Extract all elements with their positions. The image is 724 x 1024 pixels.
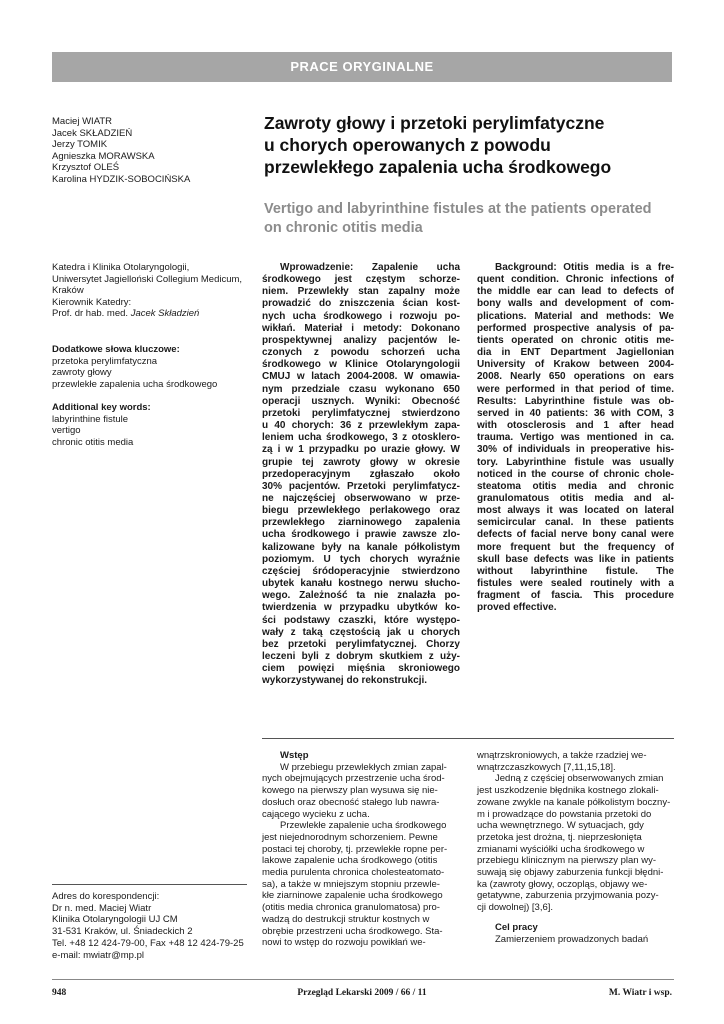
author: Krzysztof OLEŚ bbox=[52, 162, 120, 174]
abstract-line: prospektywnej analizy pacjentów le- bbox=[262, 334, 460, 346]
body-column-right bbox=[477, 750, 674, 945]
abstract-line: bez przetoki perylimfatycznej. Chorzy bbox=[262, 638, 460, 650]
abstract-line: 30% of individuals in preoperative his- bbox=[477, 444, 674, 456]
abstract-line: skull base defects was like in patients bbox=[477, 553, 674, 565]
correspondence-line: Tel. +48 12 424-79-00, Fax +48 12 424-79-25 bbox=[52, 937, 244, 949]
body-line: zmianami wyściółki ucha środkowego w bbox=[477, 843, 645, 855]
abstract-line: niem. Przewlekły stan zapalny może bbox=[262, 286, 460, 298]
running-authors: M. Wiatr i wsp. bbox=[608, 988, 672, 998]
body-line: getatywne, zaburzenia przyjmowania pozy- bbox=[477, 890, 659, 902]
abstract-line: noticed in the course of chronic chole- bbox=[477, 468, 674, 480]
abstract-line: Background: Otitis media is a fre- bbox=[495, 262, 674, 273]
abstract-line: nych ucha środkowego i rozwoju po- bbox=[262, 310, 460, 322]
abstract-line: częściej śródoperacyjnie stwierdzono bbox=[262, 565, 460, 577]
article-title bbox=[264, 112, 674, 178]
abstract-line: Results: Labyrinthine fistule was ob- bbox=[477, 395, 674, 407]
abstract-line: ucha środkowego i prawie zawsze zlo- bbox=[262, 529, 460, 541]
abstract-line: Wprowadzenie: Zapalenie ucha bbox=[280, 262, 460, 273]
abstract-line: bony walls and development of com- bbox=[477, 298, 674, 310]
abstract-line: without labyrinthine fistule. The bbox=[477, 565, 674, 577]
keyword: labyrinthine fistule bbox=[52, 413, 129, 425]
abstract-line: granulomatous otitis media and al- bbox=[477, 492, 674, 504]
article-subtitle bbox=[264, 200, 684, 238]
body-line: ucha wewnętrznego. W sytuacjach, gdy bbox=[477, 820, 644, 832]
abstract-line: zą i w 1 przypadku po urazie głowy. W bbox=[262, 444, 460, 456]
abstract-line: quent condition. Chronic infections of bbox=[477, 274, 674, 286]
abstract-line: przewlekłego ziarninowego zapalenia bbox=[262, 517, 460, 529]
footer-divider bbox=[52, 979, 674, 980]
keyword: zawroty głowy bbox=[52, 367, 112, 379]
abstract-line: środkowego jest częstym schorze- bbox=[262, 274, 460, 286]
body-line: kowego na pierwszy plan wysuwa się nie- bbox=[262, 785, 438, 797]
abstract-line: University of Krakow between 2004- bbox=[477, 359, 674, 371]
body-line: jest niejednorodnym schorzeniem. Pewne bbox=[262, 831, 438, 843]
abstract-line: tients operated on chronic otitis me- bbox=[477, 334, 674, 346]
abstract-line: prowadzić do zniszczenia ścian kost- bbox=[262, 298, 460, 310]
abstract-line: ne najczęściej obserwowano w prze- bbox=[262, 492, 460, 504]
correspondence-line: Adres do korespondencji: bbox=[52, 891, 160, 902]
abstract-line: u 40 chorych: 36 z przewlekłym zapa- bbox=[262, 420, 460, 432]
title-line: Zawroty głowy i przetoki perylimfatyczne bbox=[264, 113, 605, 133]
body-line: wnątrzskroniowych, a także rzadziej we- bbox=[477, 750, 647, 761]
abstract-line: wego. Zależność ta nie znalazła po- bbox=[262, 590, 460, 602]
body-line: przebiegu klinicznym na pierwszy plan wy- bbox=[477, 855, 656, 867]
abstract-line: biegu przewlekłego perlakowego oraz bbox=[262, 505, 460, 517]
abstract-line: 2008. Nearly 650 operations on ears bbox=[477, 371, 674, 383]
abstract-line: more frequent but the frequency of bbox=[477, 541, 674, 553]
abstract-line: CMUJ w latach 2004-2008. W omawia- bbox=[262, 371, 460, 383]
page-number: 948 bbox=[52, 988, 67, 998]
body-line: jest uszkodzenie błędnika kostnego zlokali- bbox=[477, 785, 659, 797]
abstract-line: ubytek kanału kostnego nerwu słucho- bbox=[262, 578, 460, 590]
abstract-line: dia in ENT Department Jagiellonian bbox=[477, 347, 674, 359]
abstract-line: steatoma otitis media and chronic bbox=[477, 480, 674, 492]
abstract-line: grupie tej zawroty głowy w okresie bbox=[262, 456, 460, 468]
body-column-left bbox=[262, 750, 460, 949]
abstract-line: czonych z powodu schorzeń ucha bbox=[262, 347, 460, 359]
abstract-line: 30% pacjentów. Przetoki perylimfatycz- bbox=[262, 480, 460, 492]
correspondence-line: e-mail: mwiatr@mp.pl bbox=[52, 949, 144, 961]
body-line: media purulenta chronica cholesteatomato- bbox=[262, 867, 445, 879]
head-name: Jacek Składzień bbox=[130, 308, 200, 320]
body-line: cającego wycieku z ucha. bbox=[262, 808, 370, 820]
affiliation-line: Kierownik Katedry: bbox=[52, 296, 132, 308]
body-line: ka (zawroty głowy, oczopląs, objawy we- bbox=[477, 878, 648, 890]
keywords-polish bbox=[52, 344, 252, 390]
body-line: kłe ziarninowe zapalenie ucha środkowego bbox=[262, 890, 443, 902]
body-line: suwają się objawy zaburzenia funkcji błędni- bbox=[477, 867, 664, 879]
abstract-line: wykorzystywanej do rekonstrukcji. bbox=[262, 675, 428, 687]
body-line: lakowe zapalenie ucha środkowego (otitis bbox=[262, 855, 438, 867]
keywords-heading: Additional key words: bbox=[52, 402, 151, 413]
title-line: u chorych operowanych z powodu bbox=[264, 135, 551, 155]
abstract-line: tory. Labyrinthine fistule was usually bbox=[477, 456, 674, 468]
abstract-line: poziomym. U tych chorych wyraźnie bbox=[262, 553, 460, 565]
abstract-line: fragment of fascia. This procedure bbox=[477, 590, 674, 602]
body-line: (otitis media chronica granulomatosa) pro- bbox=[262, 902, 440, 914]
abstract-line: wały z taką częstością jak u chorych bbox=[262, 626, 460, 638]
abstract-line: ści podstawy czaszki, które występo- bbox=[262, 614, 460, 626]
head-title: Prof. dr hab. med. bbox=[52, 308, 131, 320]
abstract-line: wikłań. Materiał i metody: Dokonano bbox=[262, 322, 460, 334]
body-line: cji dowolnej) [3,6]. bbox=[477, 902, 554, 914]
author: Agnieszka MORAWSKA bbox=[52, 150, 155, 162]
section-heading: Cel pracy bbox=[495, 921, 538, 933]
abstract-line: with otosclerosis and 1 after head bbox=[477, 420, 674, 432]
abstract-line: przetoki perylimfatycznej stwierdzono bbox=[262, 407, 460, 419]
abstract-divider bbox=[262, 738, 674, 739]
abstract-line: twierdzenia w przypadku ubytków ko- bbox=[262, 602, 460, 614]
abstract-line: leczeni byli z dobrym skutkiem z uży- bbox=[262, 651, 460, 662]
section-banner: PRACE ORYGINALNE bbox=[52, 52, 672, 82]
correspondence-line: Dr n. med. Maciej Wiatr bbox=[52, 902, 152, 914]
abstract-line: trauma. Vertigo was mentioned in ca. bbox=[477, 432, 674, 444]
abstract-line: operacji usznych. Wyniki: Obecność bbox=[262, 395, 460, 407]
title-line: przewlekłego zapalenia ucha środkowego bbox=[264, 157, 612, 177]
abstract-line: fistules were sealed routinely with a bbox=[477, 578, 674, 590]
body-line: dosłuch oraz obecność stałego lub nawra- bbox=[262, 796, 440, 808]
journal-name: Przegląd Lekarski 2009 / 66 / 11 bbox=[297, 988, 427, 998]
body-line: postaci tej choroby, tj. przewlekłe ropne per- bbox=[262, 843, 448, 855]
author-list bbox=[52, 116, 242, 186]
abstract-line: the middle ear can lead to defects of bbox=[477, 286, 674, 298]
abstract-polish bbox=[262, 262, 460, 687]
affiliation-line: Uniwersytet Jagielloński Collegium Medicum, bbox=[52, 273, 243, 285]
author: Jerzy TOMIK bbox=[52, 139, 108, 151]
abstract-line: kalizowane były na kanale półkolistym bbox=[262, 541, 460, 553]
correspondence-line: 31-531 Kraków, ul. Śniadeckich 2 bbox=[52, 926, 193, 938]
body-line: obrębie przestrzeni ucha środkowego. Sta- bbox=[262, 925, 443, 937]
body-line: Przewlekłe zapalenie ucha środkowego bbox=[280, 820, 447, 832]
keywords-heading: Dodatkowe słowa kluczowe: bbox=[52, 344, 180, 355]
affiliation-line: Katedra i Klinika Otolaryngologii, bbox=[52, 262, 190, 273]
author: Karolina HYDZIK-SOBOCIŃSKA bbox=[52, 173, 191, 185]
body-line: m i prowadzące do powstania przetoki do bbox=[477, 808, 652, 820]
abstract-english bbox=[477, 262, 674, 615]
affiliation-line: Kraków bbox=[52, 285, 84, 297]
department-head bbox=[52, 308, 252, 320]
body-line: wnątrzczaszkowych [7,11,15,18]. bbox=[477, 761, 616, 773]
body-line: zowane zwykle na kanale półkolistym boczny- bbox=[477, 796, 671, 808]
abstract-line: środkowego w Klinice Otolaryngologii bbox=[262, 359, 460, 371]
author: Jacek SKŁADZIEŃ bbox=[52, 127, 133, 139]
keyword: chronic otitis media bbox=[52, 436, 134, 448]
spacer bbox=[477, 914, 674, 922]
correspondence bbox=[52, 891, 252, 961]
section-heading: Wstęp bbox=[280, 750, 309, 761]
keyword: vertigo bbox=[52, 425, 81, 437]
abstract-line: nym przedziale czasu wykonano 650 bbox=[262, 383, 460, 395]
keyword: przewlekłe zapalenia ucha środkowego bbox=[52, 378, 218, 390]
correspondence-line: Klinika Otolaryngologii UJ CM bbox=[52, 914, 178, 926]
abstract-line: defects of facial nerve bony canal were bbox=[477, 529, 674, 541]
abstract-line: performed prospective analysis of pa- bbox=[477, 322, 674, 334]
abstract-line: ciem powięzi mięśnia skroniowego bbox=[262, 663, 460, 675]
subtitle-line: on chronic otitis media bbox=[264, 220, 423, 236]
body-line: nych obejmujących przestrzenie ucha środ- bbox=[262, 773, 445, 785]
body-line: sa), a także w mniejszym stopniu przewle- bbox=[262, 878, 440, 890]
abstract-line: plications. Material and methods: We bbox=[477, 310, 674, 322]
abstract-line: were performed in that period of time. bbox=[477, 383, 674, 395]
author: Maciej WIATR bbox=[52, 116, 112, 127]
body-line: nowi to wstęp do rozwoju powikłań we- bbox=[262, 937, 426, 949]
abstract-line: leniem ucha środkowego, 3 z otosklero- bbox=[262, 432, 460, 444]
affiliation bbox=[52, 262, 252, 320]
abstract-line: przedoperacyjnym zgłaszało około bbox=[262, 468, 460, 480]
body-line: wadzą do destrukcji struktur kostnych w bbox=[262, 913, 430, 925]
subtitle-line: Vertigo and labyrinthine fistules at the patients operated bbox=[264, 201, 652, 217]
keywords-english bbox=[52, 402, 252, 448]
body-line: Jedną z częściej obserwowanych zmian bbox=[495, 773, 664, 785]
body-line: przetoka jest drożna, tj. nieprzesłonięta bbox=[477, 831, 642, 843]
keyword: przetoka perylimfatyczna bbox=[52, 355, 158, 367]
abstract-line: most always it was located on lateral bbox=[477, 505, 674, 517]
correspondence-divider bbox=[52, 884, 247, 885]
abstract-line: semicircular canal. In these patients bbox=[477, 517, 674, 529]
body-line: W przebiegu przewlekłych zmian zapal- bbox=[280, 761, 447, 773]
body-line: Zamierzeniem prowadzonych badań bbox=[495, 933, 649, 945]
abstract-line: proved effective. bbox=[477, 602, 557, 614]
abstract-line: served in 40 patients: 36 with COM, 3 bbox=[477, 407, 674, 419]
